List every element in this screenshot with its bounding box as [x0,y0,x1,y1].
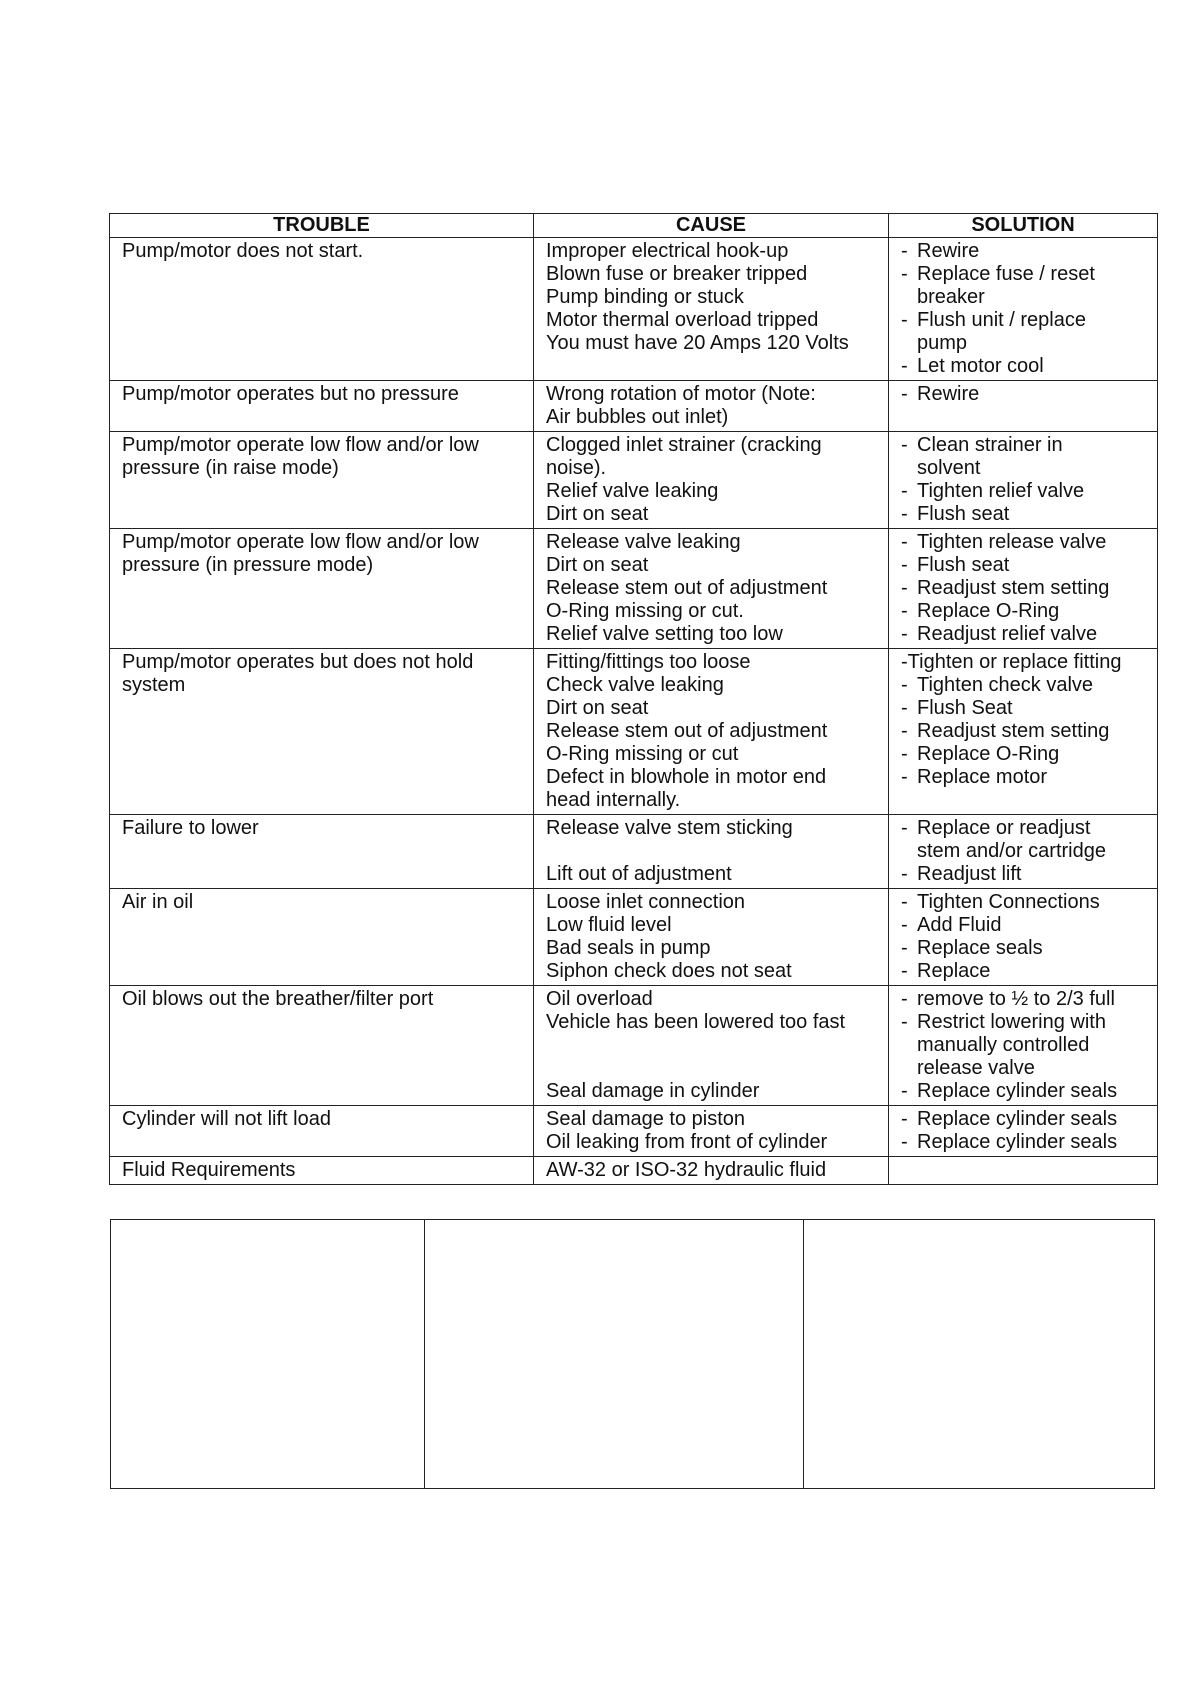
cause-line: Clogged inlet strainer (cracking [546,434,822,456]
cause-cell [534,1106,889,1157]
cause-line: You must have 20 Amps 120 Volts [546,332,849,354]
cause-line: Release valve stem sticking [546,817,793,839]
cause-line: Oil overload [546,988,653,1010]
table-row [110,529,1158,649]
solution-line: - Readjust stem setting [901,577,1110,599]
solution-cell [889,1106,1158,1157]
solution-cell [889,238,1158,381]
table-row [110,986,1158,1106]
cause-line: Dirt on seat [546,697,649,719]
trouble-cell [110,815,534,889]
solution-line-continued: solvent [917,457,981,479]
header-cause: CAUSE [534,214,889,238]
solution-cell [889,986,1158,1106]
trouble-cell [110,432,534,529]
table-body [110,238,1158,1185]
cause-line: Vehicle has been lowered too fast [546,1011,846,1033]
solution-line: - Flush seat [901,554,1010,576]
trouble-line: Pump/motor does not start. [122,240,364,262]
solution-cell [889,432,1158,529]
cause-line: Lift out of adjustment [546,863,732,885]
solution-cell [889,381,1158,432]
solution-line: - Replace cylinder seals [901,1131,1118,1153]
solution-line: - Readjust lift [901,863,1022,885]
solution-line: - Let motor cool [901,355,1044,377]
cause-line: Relief valve setting too low [546,623,783,645]
solution-line-continued: manually controlled [917,1034,1090,1056]
solution-line: - Tighten release valve [901,531,1107,553]
cause-line: Fitting/fittings too loose [546,651,751,673]
solution-line: - Flush seat [901,503,1010,525]
cause-line: Release stem out of adjustment [546,720,828,742]
solution-line: - Replace O-Ring [901,600,1060,622]
solution-line: -Tighten or replace fitting [901,651,1122,673]
table-row [110,649,1158,815]
trouble-line: pressure (in raise mode) [122,457,339,479]
table-row [110,381,1158,432]
cause-line: Seal damage in cylinder [546,1080,760,1102]
solution-line-continued: stem and/or cartridge [917,840,1106,862]
cause-line: Check valve leaking [546,674,724,696]
header-trouble: TROUBLE [110,214,534,238]
solution-cell [889,889,1158,986]
cause-line: Release stem out of adjustment [546,577,828,599]
cause-line: Wrong rotation of motor (Note: [546,383,816,405]
cause-line [546,1057,882,1080]
cause-cell [534,649,889,815]
table-row [110,815,1158,889]
trouble-line: Fluid Requirements [122,1159,296,1181]
table-row [110,1106,1158,1157]
solution-line: - Replace or readjust [901,817,1091,839]
solution-line: - Flush Seat [901,697,1013,719]
trouble-cell [110,986,534,1106]
blank-cell-2 [425,1220,804,1488]
trouble-line: Pump/motor operate low flow and/or low [122,434,479,456]
solution-line: - Tighten check valve [901,674,1094,696]
trouble-line: system [122,674,186,696]
trouble-line: Pump/motor operates but no pressure [122,383,459,405]
solution-line: - Replace [901,960,991,982]
table-row [110,1157,1158,1185]
cause-line: noise). [546,457,607,479]
table-row [110,432,1158,529]
solution-line: - Readjust relief valve [901,623,1098,645]
cause-line: Motor thermal overload tripped [546,309,819,331]
cause-line: Oil leaking from front of cylinder [546,1131,828,1153]
solution-line-continued: release valve [917,1057,1035,1079]
trouble-cell [110,1157,534,1185]
solution-line-continued: breaker [917,286,985,308]
blank-notes-table [110,1219,1155,1489]
trouble-line: Oil blows out the breather/filter port [122,988,434,1010]
solution-cell [889,529,1158,649]
cause-line: Air bubbles out inlet) [546,406,729,428]
solution-line-continued: pump [917,332,968,354]
cause-cell [534,815,889,889]
solution-line: - Add Fluid [901,914,1002,936]
cause-line: Defect in blowhole in motor end [546,766,827,788]
cause-line: Dirt on seat [546,554,649,576]
trouble-line: Pump/motor operates but does not hold [122,651,474,673]
solution-line: - Replace seals [901,937,1043,959]
solution-line: - Replace motor [901,766,1048,788]
cause-line: Dirt on seat [546,503,649,525]
cause-line: Pump binding or stuck [546,286,744,308]
cause-cell [534,529,889,649]
solution-line: - Replace O-Ring [901,743,1060,765]
table-row [110,238,1158,381]
solution-line: - Clean strainer in [901,434,1063,456]
solution-line: - Replace fuse / reset [901,263,1095,285]
solution-line: - remove to ½ to 2/3 full [901,988,1115,1010]
cause-line: Seal damage to piston [546,1108,746,1130]
cause-line: Relief valve leaking [546,480,719,502]
cause-line: head internally. [546,789,681,811]
trouble-cell [110,529,534,649]
cause-line: O-Ring missing or cut [546,743,739,765]
solution-cell [889,649,1158,815]
cause-line: O-Ring missing or cut. [546,600,744,622]
cause-line [546,1034,882,1057]
trouble-line: Cylinder will not lift load [122,1108,331,1130]
blank-cell-1 [111,1220,425,1488]
solution-line: - Replace cylinder seals [901,1080,1118,1102]
trouble-cell [110,381,534,432]
solution-line: - Rewire [901,240,980,262]
trouble-line: Failure to lower [122,817,259,839]
solution-line: - Readjust stem setting [901,720,1110,742]
cause-line: Improper electrical hook-up [546,240,789,262]
solution-line: - Restrict lowering with [901,1011,1106,1033]
solution-cell [889,1157,1158,1185]
trouble-cell [110,649,534,815]
cause-cell [534,432,889,529]
trouble-line: Pump/motor operate low flow and/or low [122,531,479,553]
cause-line: AW-32 or ISO-32 hydraulic fluid [546,1159,827,1181]
cause-line: Bad seals in pump [546,937,711,959]
blank-cell-3 [804,1220,1154,1488]
cause-line: Loose inlet connection [546,891,746,913]
cause-cell [534,238,889,381]
cause-line: Siphon check does not seat [546,960,792,982]
solution-line: - Flush unit / replace [901,309,1086,331]
cause-cell [534,381,889,432]
trouble-line: pressure (in pressure mode) [122,554,374,576]
cause-line: Blown fuse or breaker tripped [546,263,808,285]
cause-cell [534,889,889,986]
table-row [110,889,1158,986]
solution-cell [889,815,1158,889]
trouble-cell [110,1106,534,1157]
solution-line: - Tighten relief valve [901,480,1085,502]
cause-line: Release valve leaking [546,531,741,553]
cause-line: Low fluid level [546,914,672,936]
trouble-line: Air in oil [122,891,194,913]
cause-line [546,840,882,863]
header-solution: SOLUTION [889,214,1158,238]
troubleshooting-table [109,213,1158,1185]
solution-line: - Tighten Connections [901,891,1100,913]
solution-line: - Rewire [901,383,980,405]
solution-line: - Replace cylinder seals [901,1108,1118,1130]
cause-cell [534,986,889,1106]
trouble-cell [110,238,534,381]
header-row [110,214,1158,238]
trouble-cell [110,889,534,986]
cause-cell [534,1157,889,1185]
